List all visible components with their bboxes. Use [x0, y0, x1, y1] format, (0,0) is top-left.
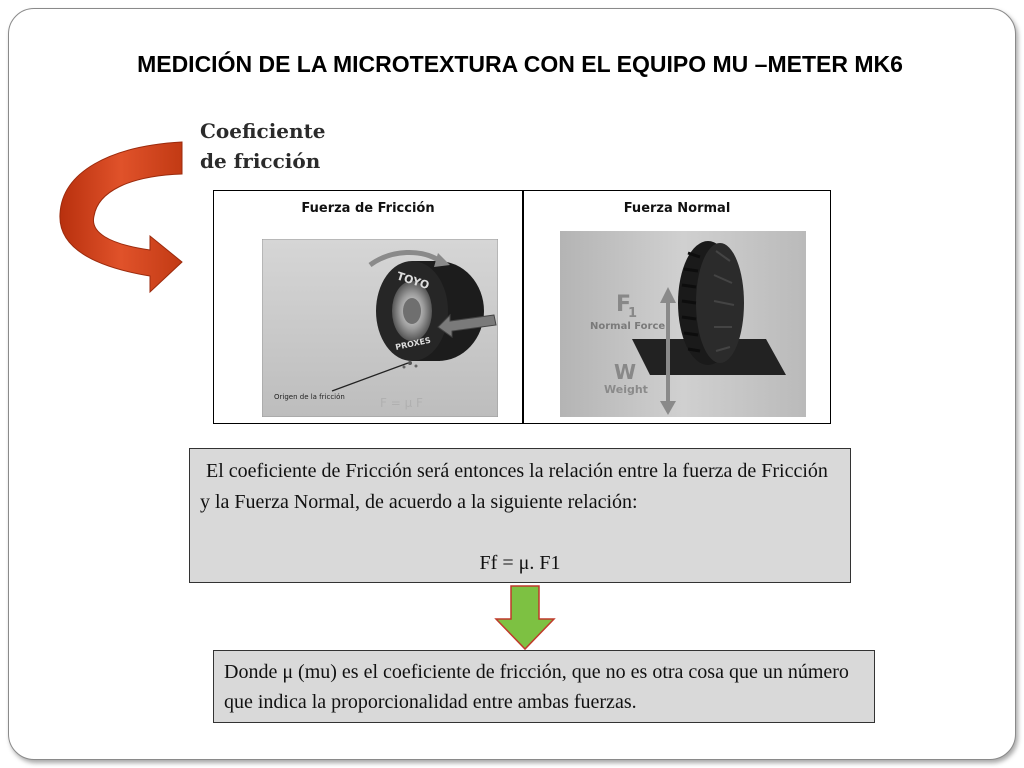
tire-brand-text: TOYO [395, 269, 431, 293]
normal-force-header: Fuerza Normal [623, 201, 731, 216]
normal-force-tire-photo [560, 231, 806, 417]
slide-subtitle [200, 116, 326, 176]
table-column-divider [522, 191, 524, 423]
friction-formula: Ff = μ. F1 [479, 552, 561, 574]
friction-origin-caption: Origen de la fricción [274, 393, 345, 401]
explanation-text: El coeficiente de Fricción será entonces la relación entre la fuerza de Fricción y la Fuerza Normal, de acuerdo a la siguiente relación: [200, 460, 828, 513]
slide-title: MEDICIÓN DE LA MICROTEXTURA CON EL EQUIPO MU –METER MK6 [137, 51, 903, 77]
normal-force-f-label: F [616, 292, 632, 317]
tire-sidewall-text: PROXES [394, 335, 432, 352]
force-image-table [213, 190, 831, 424]
normal-force-subscript: 1 [628, 306, 638, 321]
down-arrow-icon [494, 585, 556, 651]
curved-arrow-icon [50, 136, 190, 298]
weight-w-label: W [614, 360, 637, 384]
normal-force-label: Normal Force [590, 321, 666, 332]
mu-definition-text: Donde μ (mu) es el coeficiente de fricción, que no es otra cosa que un número que indica la proporcionalidad entre ambas fuerzas. [224, 661, 849, 713]
weight-label: Weight [604, 383, 648, 396]
mu-definition-box [213, 650, 875, 723]
coefficient-explanation-box [189, 448, 851, 583]
friction-formula-watermark: F = μ F [380, 396, 423, 410]
subtitle-line-1: Coeficiente [200, 119, 326, 143]
friction-force-header: Fuerza de Fricción [301, 201, 435, 216]
subtitle-line-2: de fricción [200, 149, 321, 173]
friction-tire-photo [262, 239, 498, 417]
